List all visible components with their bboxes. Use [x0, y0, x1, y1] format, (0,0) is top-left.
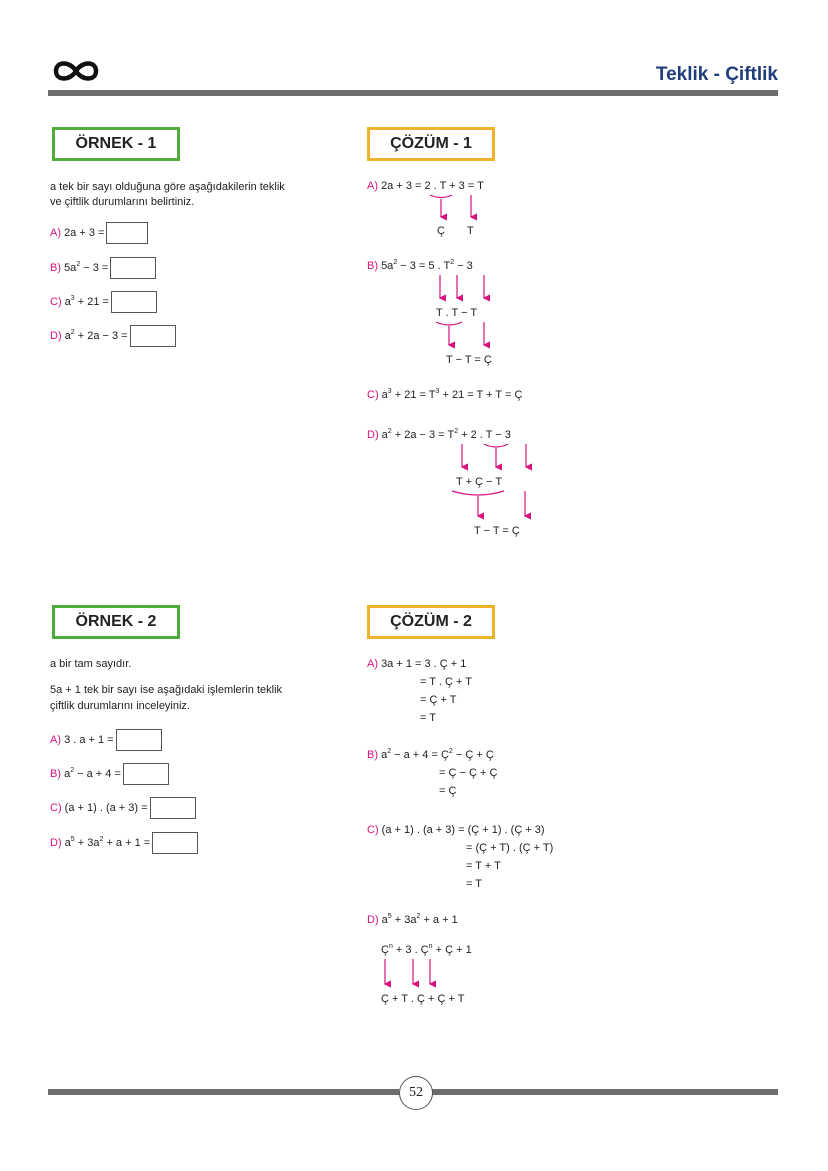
cozum-2-c-line4: = T: [466, 878, 483, 890]
cozum-1-d-line: D) $a^2 + 2a - 3 = T^2 + 2$ . T − 3: [367, 428, 511, 441]
cozum-2-c-line1: C) (a + 1) . (a + 3) = (Ç + 1) . (Ç + 3): [367, 824, 545, 836]
cozum-1-a-result-c: Ç: [437, 225, 445, 237]
ornek-2-item-c: C) (a + 1) . (a + 3) =: [50, 797, 196, 819]
cozum-1-b-step1: T . T − T: [436, 307, 478, 319]
cozum-2-d-line1: D) $a^5 + 3a^2 + a + 1$: [367, 913, 458, 926]
ornek-1-item-b: B) $5a^2 - 3$ =: [50, 257, 156, 279]
ornek-1-item-c: C) $a^3 + 21$ =: [50, 291, 157, 313]
page-number: 52: [399, 1076, 433, 1110]
ornek-1-item-d: D) $a^2 + 2a - 3$ =: [50, 325, 176, 347]
ornek-2-text-line1: a bir tam sayıdır.: [50, 658, 132, 670]
cozum-2-d-line2: $Ç^n + 3$ . $Ç^n$ + Ç + 1: [381, 943, 472, 956]
ornek-1-text-line1: a tek bir sayı olduğuna göre aşağıdakilerin teklik: [50, 181, 285, 193]
cozum-2-c-line3: = T + T: [466, 860, 501, 872]
cozum-2-d-line3: Ç + T . Ç + Ç + T: [381, 993, 465, 1005]
ornek-1-text-line2: ve çiftlik durumlarını belirtiniz.: [50, 196, 195, 208]
ornek-2-title: ÖRNEK - 2: [52, 605, 180, 639]
cozum-2-a-line3: = Ç + T: [420, 694, 457, 706]
ornek-2-item-a: A) 3 . a + 1 =: [50, 729, 162, 751]
cozum-1-a-line: A) 2a + 3 = 2 . T + 3 = T: [367, 180, 484, 192]
cozum-1-d-step2: T − T = Ç: [474, 525, 520, 537]
cozum-1-b-line: B) $5a^2 - 3 = 5$ . $T^2 - 3$: [367, 259, 473, 272]
ornek-2-item-d: D) $a^5 + 3a^2 + a + 1$ =: [50, 832, 198, 854]
ornek-1-title: ÖRNEK - 1: [52, 127, 180, 161]
ornek-2-text-line2: 5a + 1 tek bir sayı ise aşağıdaki işlemlerin teklik: [50, 684, 283, 696]
cozum-2-title: ÇÖZÜM - 2: [367, 605, 495, 639]
chapter-title: Teklik - Çiftlik: [655, 64, 778, 85]
cozum-2-b-line1: B) $a^2 - a + 4$ = $Ç^2$ − Ç + Ç: [367, 748, 494, 761]
footer-rule-right: [432, 1089, 778, 1095]
cozum-1-title: ÇÖZÜM - 1: [367, 127, 495, 161]
cozum-2-c-line2: = (Ç + T) . (Ç + T): [466, 842, 554, 854]
ornek-2-text-line3: çiftlik durumlarını inceleyiniz.: [50, 700, 190, 712]
cozum-2-a-line2: = T . Ç + T: [420, 676, 472, 688]
ornek-2-item-b: B) $a^2 - a + 4$ =: [50, 763, 169, 785]
cozum-1-d-step1: T + Ç − T: [456, 476, 503, 488]
ornek-1-item-a: A) 2a + 3 =: [50, 222, 148, 244]
cozum-2-a-line4: = T: [420, 712, 437, 724]
cozum-2-b-line2: = Ç − Ç + Ç: [439, 767, 498, 779]
cozum-1-a-result-t: T: [467, 225, 474, 237]
cozum-2-b-line3: = Ç: [439, 785, 457, 797]
cozum-2-a-line1: A) 3a + 1 = 3 . Ç + 1: [367, 658, 467, 670]
footer-rule-left: [48, 1089, 399, 1095]
cozum-1-b-step2: T − T = Ç: [446, 354, 492, 366]
cozum-1-c-line: C) $a^3 + 21 = T^3 + 21 = T + T$ = Ç: [367, 388, 523, 401]
